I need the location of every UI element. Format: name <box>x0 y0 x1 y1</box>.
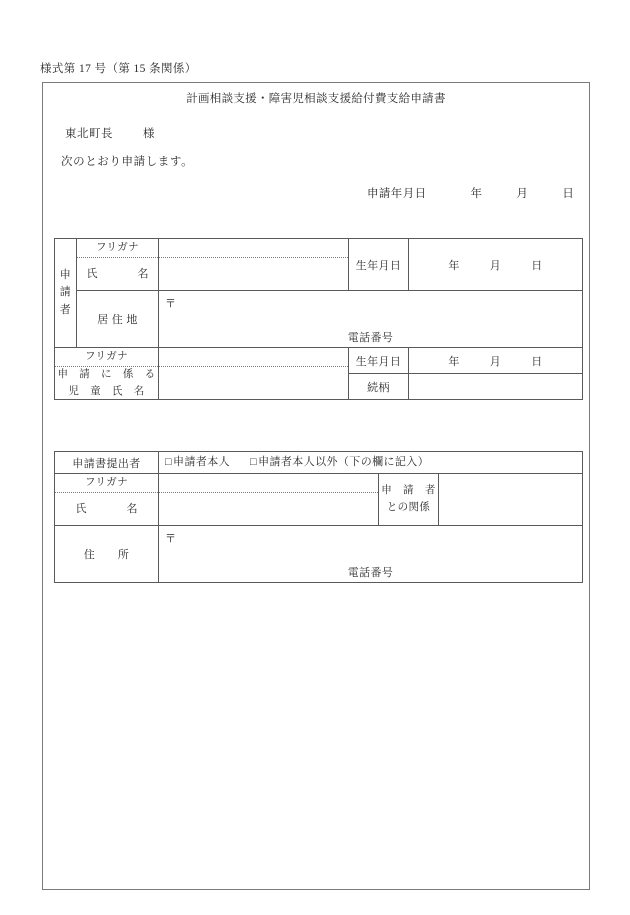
page-title: 計画相談支援・障害児相談支援給付費支給申請書 <box>186 93 446 105</box>
applicant-name-label: 氏 名 <box>86 268 155 280</box>
application-date-year: 年 <box>470 188 483 200</box>
application-date-label: 申請年月日 <box>367 188 427 200</box>
addressee-honorific: 様 <box>143 128 155 140</box>
applicant-birthdate-year: 年 <box>448 259 460 272</box>
table-row <box>55 239 583 291</box>
child-relation-label: 続柄 <box>349 374 409 400</box>
table-row <box>55 526 583 583</box>
intro-text: 次のとおり申請します。 <box>61 156 194 168</box>
applicant-side-label-char-1: 申 <box>59 269 72 282</box>
applicant-furigana-label: フリガナ <box>77 239 158 258</box>
addressee-office: 東北町長 <box>65 128 113 140</box>
submitter-address-label: 住 所 <box>55 526 159 583</box>
table-row <box>55 474 583 526</box>
child-name-label-cell <box>55 348 159 400</box>
application-date-day: 日 <box>562 188 575 200</box>
submitter-option-self-label: 申請者本人 <box>173 456 231 468</box>
checkbox-icon[interactable]: □ <box>165 456 173 468</box>
postal-mark-icon: 〒 <box>165 298 177 310</box>
child-relation-input[interactable] <box>409 374 583 400</box>
submitter-furigana-label: フリガナ <box>55 474 158 493</box>
submitter-options <box>159 452 583 474</box>
submitter-table <box>54 451 583 583</box>
application-date-month: 月 <box>516 188 529 200</box>
applicant-birthdate-day: 日 <box>531 259 543 272</box>
child-birthdate-day: 日 <box>531 355 543 368</box>
submitter-name-value[interactable] <box>159 493 378 525</box>
applicant-residence-input[interactable] <box>159 291 583 348</box>
child-birthdate-label: 生年月日 <box>349 348 409 374</box>
submitter-option-self[interactable] <box>165 456 230 468</box>
child-name-input[interactable] <box>159 348 349 400</box>
applicant-birthdate-label: 生年月日 <box>349 239 409 291</box>
submitter-phone-label: 電話番号 <box>347 567 394 579</box>
child-birthdate-month: 月 <box>489 355 502 368</box>
applicant-residence-label: 居 住 地 <box>77 291 159 348</box>
applicant-birthdate-month: 月 <box>489 259 502 272</box>
submitter-name-label: 氏 名 <box>75 503 144 515</box>
child-name-label-line1: 申 請 に 係 る <box>57 369 156 380</box>
submitter-option-other[interactable] <box>250 456 429 468</box>
table-row <box>55 291 583 348</box>
applicant-side-label-char-3: 者 <box>59 303 72 316</box>
submitter-name-input[interactable] <box>159 474 379 526</box>
child-name-label-line2: 児 童 氏 名 <box>68 385 145 397</box>
postal-mark-icon: 〒 <box>165 533 177 545</box>
child-name-value[interactable] <box>159 367 348 399</box>
submitter-relation-input[interactable] <box>439 474 583 526</box>
applicant-name-value[interactable] <box>159 258 348 290</box>
checkbox-icon[interactable]: □ <box>250 456 258 468</box>
applicant-name-input[interactable] <box>159 239 349 291</box>
submitter-relation-label <box>379 474 439 526</box>
child-furigana-input[interactable] <box>159 348 348 367</box>
child-birthdate-year: 年 <box>448 355 460 368</box>
submitter-header-label: 申請書提出者 <box>55 452 159 474</box>
applicant-side-label-char-2: 請 <box>59 286 72 299</box>
applicant-name-label-cell <box>77 239 159 291</box>
applicant-table <box>54 238 583 400</box>
child-birthdate-input[interactable] <box>409 348 583 374</box>
applicant-birthdate-input[interactable] <box>409 239 583 291</box>
applicant-side-label <box>55 239 77 348</box>
submitter-address-input[interactable] <box>159 526 583 583</box>
table-row <box>55 348 583 374</box>
addressee-line <box>65 125 155 141</box>
child-furigana-label: フリガナ <box>55 348 158 367</box>
table-row <box>55 452 583 474</box>
form-page-frame <box>42 82 590 890</box>
submitter-name-label-cell <box>55 474 159 526</box>
submitter-relation-label-line2: との関係 <box>386 501 431 513</box>
form-number: 様式第 17 号（第 15 条関係） <box>40 63 197 75</box>
applicant-phone-label: 電話番号 <box>347 332 394 344</box>
submitter-relation-label-line1: 申 請 者 <box>381 484 436 496</box>
submitter-furigana-input[interactable] <box>159 474 378 493</box>
child-name-label <box>55 367 158 399</box>
application-date-line <box>367 185 574 201</box>
submitter-option-other-label: 申請者本人以外（下の欄に記入） <box>258 456 430 468</box>
applicant-furigana-input[interactable] <box>159 239 348 258</box>
